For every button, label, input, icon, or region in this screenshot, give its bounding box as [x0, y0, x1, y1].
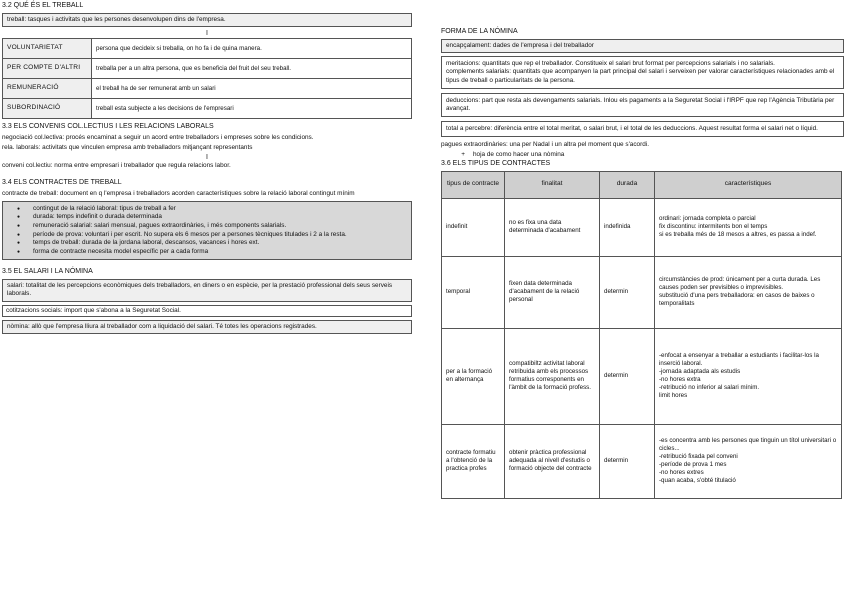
table-row	[3, 99, 412, 119]
characteristic-term: REMUNERACIÓ	[3, 79, 92, 99]
header-tipus: tipus de contracte	[442, 171, 505, 198]
table-row	[442, 198, 842, 256]
finalitat-cell: no es fixa una data determinada d'acabament	[505, 198, 600, 256]
meritacions-text: meritacions: quantitats que rep el treballador. Constitueix el salari brut format per percepcions salarials i no salarials.	[446, 60, 775, 68]
caracteristiques-cell: ordinari: jornada completa o parcial fix discontinu: intermitents bon el temps si es treballa més de 18 mesos a altres, es passa a indef.	[655, 198, 842, 256]
finalitat-cell: fixen data determinada d'acabament de la relació personal	[505, 256, 600, 328]
table-row	[442, 424, 842, 498]
list-item: ● forma de contracte necesita model específic per a cada forma	[33, 248, 407, 256]
contract-type-cell: per a la formació en alternança	[442, 328, 505, 424]
header-finalitat: finalitat	[505, 171, 600, 198]
caracteristiques-cell: -enfocat a ensenyar a treballar a estudiants i facilitar-los la inserció laboral. -jornada adaptada als estudis -no hores extra -retribució no inferior al salari mínim. limit hores	[655, 328, 842, 424]
caracteristiques-cell: -es concentra amb les persones que tinguin un títol universitari o cicles... -retribució fixada pel conveni -període de prova 1 mes -no hores extres -quan acaba, s'obté titulació	[655, 424, 842, 498]
characteristic-term: PER COMPTE D'ALTRI	[3, 59, 92, 79]
section-3-3-title: 3.3 ELS CONVENIS COL.LECTIUS I LES RELACIONS LABORALS	[2, 123, 214, 131]
table-row	[3, 79, 412, 99]
contracte-text: contracte de treball: document en q l'empresa i treballadors acorden característiques sobre la relació laboral contingut mínim	[2, 189, 355, 197]
forma-nomina-title: FORMA DE LA NÓMINA	[441, 28, 518, 35]
table-row	[442, 256, 842, 328]
characteristic-description: treballa per a un altra persona, que es beneficia del fruit del seu treball.	[92, 59, 412, 79]
treball-definition-box: treball: tasques i activitats que les persones desenvolupen dins de l'empresa.	[2, 13, 412, 27]
characteristic-term: VOLUNTARIETAT	[3, 39, 92, 59]
deduccions-box: deduccions: part que resta als devengaments salarials. Inlou els pagaments a la Seguretat Social i l'IRPF que rep l'Agència Tributària per avançat.	[441, 93, 844, 117]
total-box: total a percebre: diferència entre el total meritat, o salari brut, i el total de les deduccions. Aquest resultat forma el salari net o líquid.	[441, 121, 844, 137]
table-row	[3, 39, 412, 59]
left-column	[2, 2, 412, 337]
contract-types-table	[441, 171, 842, 499]
contract-type-cell: indefinit	[442, 198, 505, 256]
durada-cell: indefinida	[600, 198, 655, 256]
list-item: ● període de prova: voluntari i per escrit. No supera els 6 mesos per a persones tècniques titulades i 2 a la resta.	[33, 231, 407, 239]
contract-type-cell: contracte formatiu a l'obtenció de la practica profes	[442, 424, 505, 498]
relacions-text: rela. laborals: activitats que vinculen empresa amb treballadors mitjançant representants	[2, 144, 253, 152]
list-item: ● remuneració salarial: salari mensual, pagues extraordinàries, i més components salarials.	[33, 222, 407, 230]
negociacio-text: negociació col.lectiva: procés encaminat a seguir un acord entre treballadors i empreses sobre les condicions.	[2, 134, 314, 142]
header-durada: durada	[600, 171, 655, 198]
characteristic-description: el treball ha de ser remunerat amb un salari	[92, 79, 412, 99]
section-3-2-title: 3.2 QUÉ ÉS EL TREBALL	[2, 2, 84, 9]
conveni-text: conveni col.lectiu: norma entre empresari i treballador que regula relacions labor.	[2, 162, 231, 170]
characteristic-term: SUBORDINACIÓ	[3, 99, 92, 119]
meritacions-box	[441, 56, 844, 89]
table-row	[3, 59, 412, 79]
contingut-minim-list	[2, 201, 412, 260]
header-caracteristiques: característiques	[655, 171, 842, 198]
subnote-text: hoja de como hacer una nòmina	[473, 151, 565, 159]
section-3-4-title: 3.4 ELS CONTRACTES DE TREBALL	[2, 178, 122, 186]
list-item: ● durada: temps indefinit o durada determinada	[33, 213, 407, 221]
section-3-5-title: 3.5 EL SALARI I LA NÓMINA	[2, 268, 93, 276]
finalitat-cell: obtenir pràctica professional adequada al nivell d'estudis o formació objecte del contracte	[505, 424, 600, 498]
cotitzacions-text: cotitzacions socials: import que s'abona a la Seguretat Social.	[2, 305, 412, 317]
section-3-6-title: 3.6 ELS TIPUS DE CONTRACTES	[441, 159, 551, 167]
durada-cell: determin	[600, 256, 655, 328]
nomina-box: nòmina: allò que l'empresa lliura al treballador com a liquidació del salari. Té totes les operacions registrades.	[2, 320, 412, 334]
treball-characteristics-table	[2, 38, 412, 119]
characteristic-description: persona que decideix si treballa, on ho fa i de quina manera.	[92, 39, 412, 59]
table-row	[442, 328, 842, 424]
finalitat-cell: compatibiltz activitat laboral retribuida amb els processos formatius corresponents en l'àmbit de la formació profess.	[505, 328, 600, 424]
salari-box: salari: totalitat de les percepcions econòmiques dels treballadors, en diners o en espècie, per la prestació professional dels seus serveis laborals.	[2, 279, 412, 301]
list-item: ● temps de treball: durada de la jordana laboral, descansos, vacances i hores ext.	[33, 239, 407, 247]
connector-mark: I	[206, 30, 208, 38]
right-column	[441, 28, 844, 499]
plus-bullet: +	[461, 151, 465, 159]
connector-mark: I	[206, 154, 208, 162]
list-item: ● contingut de la relació laboral: tipus de treball a fer	[33, 205, 407, 213]
characteristic-description: treball esta subjecte a les decisions de l'empresari	[92, 99, 412, 119]
durada-cell: determin	[600, 424, 655, 498]
pagues-text: pagues extraordinàries: una per Nadal i un altra pel moment que s'acordi.	[441, 141, 649, 149]
caracteristiques-cell: circumstàncies de prod: únicament per a curta durada. Les causes poden ser previsibles o imprevisibles. substitució d'una pers treballadora: en casos de baixes o temporalitats	[655, 256, 842, 328]
complements-text: complements salarials: quantitats que acompanyen la part principal del salari i serveixen per valorar característiques relacionades amb el tipus de treball o particularitats de la persona.	[446, 68, 835, 84]
contract-type-cell: temporal	[442, 256, 505, 328]
encapcalament-box: encapçalament: dades de l'empresa i del treballador	[441, 39, 844, 53]
durada-cell: determin	[600, 328, 655, 424]
nomina-subnote	[441, 151, 844, 159]
